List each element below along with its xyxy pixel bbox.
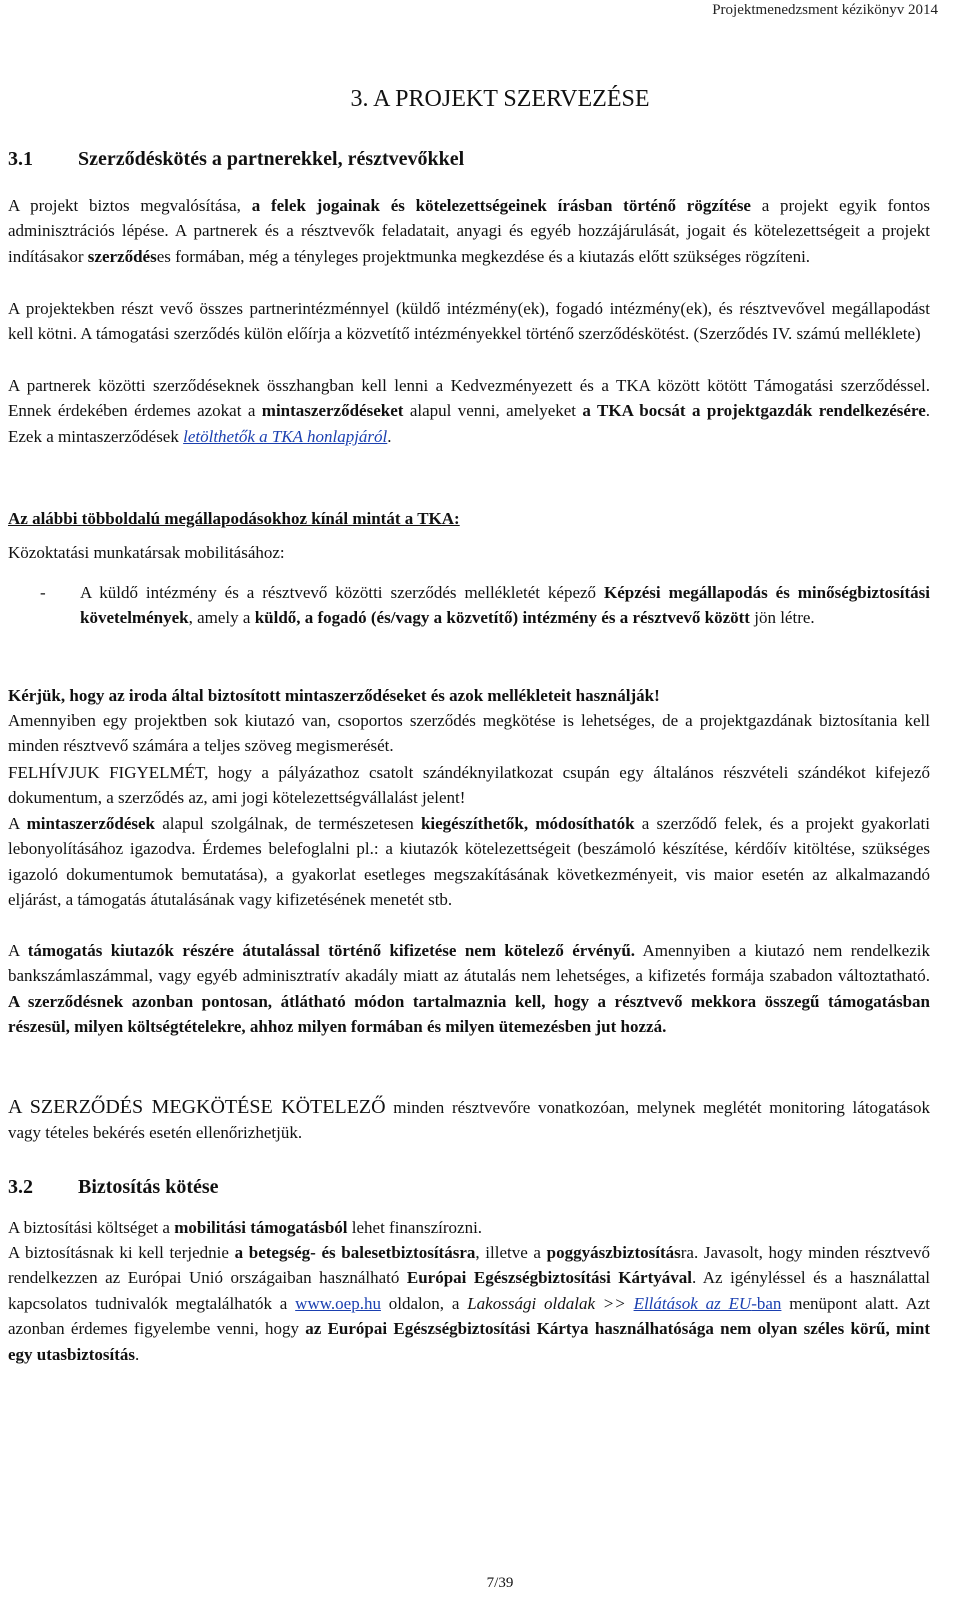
paragraph-insurance-cost: A biztosítási költséget a mobilitási támogatásból lehet finanszírozni. <box>8 1218 483 1237</box>
paragraph-attention: FELHÍVJUK FIGYELMÉT, hogy a pályázathoz csatolt szándéknyilatkozat csupán egy általános részvételi szándékot kifejező dokumentum, a szerződés az, ami jogi kötelezettségvállalást jelent! <box>8 763 930 808</box>
paragraph-group-contract: Amennyiben egy projektben sok kiutazó van, csoportos szerződés megkötése is lehetséges, de a projektgazdának biztosítania kell minden résztvevő számára a teljes szöveg megismerését. <box>8 711 930 756</box>
section-heading-3-1 <box>8 148 464 171</box>
paragraph-contracts: A partnerek közötti szerződéseknek összhangban kell lenni a Kedvezményezett és a TKA között kötött Támogatási szerződéssel. Ennek érdekében érdemes azokat a mintaszerződéseket alapul venni, amelyeket a TKA bocsát a projektgazdák rendelkezésére. Ezek a mintaszerződések letölthetők a TKA honlapjáról. <box>8 376 930 446</box>
chapter-title: 3. A PROJEKT SZERVEZÉSE <box>350 86 650 112</box>
section-title: Biztosítás kötése <box>78 1176 219 1198</box>
ellatasok-link[interactable]: Ellátások az EU <box>633 1293 752 1313</box>
tka-download-link[interactable]: letölthetők a TKA honlapjáról <box>183 426 388 446</box>
paragraph-insurance: A biztosításnak ki kell terjednie a betegség- és balesetbiztosításra, illetve a poggyászbiztosításra. Javasolt, hogy minden résztvevő rendelkezzen az Európai Unió országaiban használható Európai Egészségbiztosítási Kártyával. Az igényléssel és a használattal kapcsolatos tudnivalók megtalálhatók a www.oep.hu oldalon, a Lakossági oldalak >> Ellátások az EU-ban menüpont alatt. Azt azonban érdemes figyelembe venni, hogy az Európai Egészségbiztosítási Kártya használhatósága nem olyan széles körű, mint egy utasbiztosítás. <box>8 1243 931 1364</box>
oep-link[interactable]: www.oep.hu <box>295 1293 381 1313</box>
section-heading-3-2 <box>8 1176 219 1199</box>
list-dash: - <box>40 583 46 602</box>
paragraph-mandatory: A SZERZŐDÉS MEGKÖTÉSE KÖTELEZŐ minden résztvevőre vonatkozóan, melynek meglétét monitoring látogatások vagy tételes bekérés esetén ellenőrizhetjük. <box>8 1096 930 1143</box>
running-header: Projektmenedzsment kézikönyv 2014 <box>712 2 938 18</box>
sub-line: Közoktatási munkatársak mobilitásához: <box>8 543 285 562</box>
section-number: 3.2 <box>8 1176 33 1198</box>
sub-heading: Az alábbi többoldalú megállapodásokhoz kínál mintát a TKA: <box>8 509 460 528</box>
paragraph-templates: A mintaszerződések alapul szolgálnak, de természetesen kiegészíthetők, módosíthatók a szerződő felek, és a projekt gyakorlati lebonyolításához igazodva. Érdemes belefoglalni pl.: a kiutazók kötelezettségeit (beszámoló készítése, kérdőív kitöltése, szükséges igazoló dokumentumok bemutatása), a gyakorlat esetleges megszakításának következményeit, vis maior esetén az alkalmazandó eljárást, a támogatás átutalásának vagy kifizetésének menetét stb. <box>8 814 931 910</box>
paragraph-payment: A támogatás kiutazók részére átutalással történő kifizetése nem kötelező érvényű. Amennyiben a kiutazó nem rendelkezik bankszámlaszámmal, vagy egyéb adminisztratív akadály miatt az átutalás nem lehetséges, a kifizetés formája szabadon változtatható. A szerződésnek azonban pontosan, átlátható módon tartalmaznia kell, hogy a résztvevő mekkora összegű támogatásban részesül, milyen költségtételekre, ahhoz milyen formában és milyen ütemezésben jut hozzá. <box>8 941 930 1037</box>
page-number: 7/39 <box>486 1575 514 1591</box>
paragraph-intro: A projekt biztos megvalósítása, a felek jogainak és kötelezettségeinek írásban történő rögzítése a projekt egyik fontos adminisztrációs lépése. A partnerek és a résztvevők feladatait, anyagi és egyéb hozzájárulását, jogait és kötelezettségeit a projekt indításakor szerződéses formában, még a tényleges projektmunka megkezdése és a kiutazás előtt szükséges rögzíteni. <box>8 196 930 266</box>
section-number: 3.1 <box>8 148 33 170</box>
section-title: Szerződéskötés a partnerekkel, résztvevőkkel <box>78 148 465 170</box>
list-item: - A küldő intézmény és a résztvevő közötti szerződés mellékletét képező Képzési megállapodás és minőségbiztosítási követelmények, amely a küldő, a fogadó (és/vagy a közvetítő) intézmény és a résztvevő között jön létre. <box>8 580 930 631</box>
paragraph-request: Kérjük, hogy az iroda által biztosított mintaszerződéseket és azok mellékleteit használják! <box>8 686 660 705</box>
paragraph-partners: A projektekben részt vevő összes partnerintézménnyel (küldő intézmény(ek), fogadó intézmény(ek), és résztvevővel megállapodást kell kötni. A támogatási szerződés külön előírja a közvetítő intézményekkel történő szerződéskötést. (Szerződés IV. számú melléklete) <box>8 299 930 344</box>
